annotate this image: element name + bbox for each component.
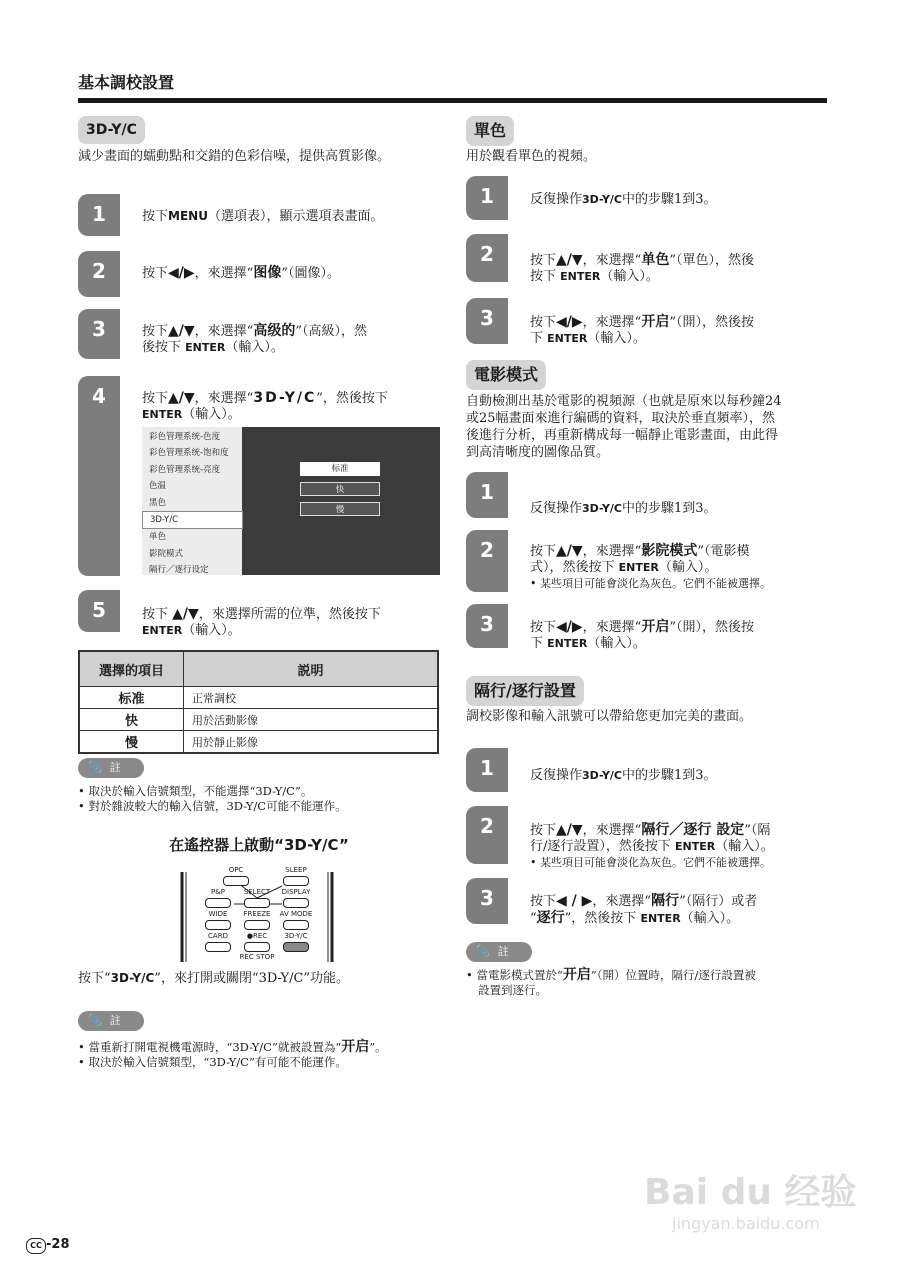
display-button[interactable] (283, 898, 309, 908)
table-cell: 慢 (79, 731, 184, 754)
ip-step-2-text: 按下▲/▼，來選擇“隔行／逐行 設定”（隔 行/逐行設置），然後按下 ENTER（輸入）。 • 某些項目可能會淡化為灰色。它們不能被選擇。 (530, 822, 774, 869)
freeze-button[interactable] (244, 920, 270, 930)
button-label: REC STOP (239, 953, 275, 961)
wide-button[interactable] (205, 920, 231, 930)
film-step-1-text: 反復操作3D-Y/C中的步驟1到3。 (530, 501, 717, 516)
section-title-3dyc: 3D-Y/C (78, 116, 145, 144)
section-intro-film: 自動檢測出基於電影的視頻源（也就是原來以每秒鐘24 或25幅畫面來進行編碼的資料，取決於垂直頻率），然 後進行分析，再重新構成每一幅靜止電影畫面，由此得 到高清晰度的圖像品質。 (466, 394, 782, 460)
table-cell: 用於靜止影像 (184, 731, 439, 754)
table-cell: 快 (79, 709, 184, 731)
table-header: 説明 (184, 651, 439, 687)
film-step-2-text: 按下▲/▼，來選擇“影院模式”（電影模 式），然後按下 ENTER（輸入）。 • 某些項目可能會淡化為灰色。它們不能被選擇。 (530, 543, 771, 590)
av-mode-button[interactable] (283, 920, 309, 930)
note-bullet: • 取決於輸入信號類型，“3D-Y/C”有可能不能運作。 (78, 1055, 347, 1069)
section-title-ip: 隔行/逐行設置 (466, 676, 584, 706)
menu-item[interactable]: 影院模式 (149, 548, 184, 559)
menu-item-selected[interactable]: 3D-Y/C (142, 511, 243, 529)
section-intro-ip: 調校影像和輸入訊號可以帶給您更加完美的畫面。 (466, 709, 753, 724)
paperclip-icon: 📎 (88, 1014, 102, 1027)
table-cell: 用於活動影像 (184, 709, 439, 731)
watermark-url: jingyan.baidu.com (672, 1214, 820, 1233)
step-3-text: 按下▲/▼，來選擇“高级的”（高級），然 後按下 ENTER（輸入）。 (142, 323, 367, 355)
table-row (79, 709, 438, 731)
menu-item[interactable]: 隔行／逐行设定 (149, 565, 209, 576)
section-title-mono: 單色 (466, 116, 514, 146)
opc-button[interactable] (223, 876, 249, 886)
menu-item[interactable]: 单色 (149, 532, 167, 543)
cc-icon: CC (26, 1238, 46, 1254)
button-label: 3D-Y/C (284, 932, 308, 940)
menu-option[interactable]: 慢 (300, 502, 380, 516)
button-label: ●REC (246, 932, 268, 940)
step-number-tab: 1 (78, 194, 120, 236)
remote-section-title: 在遙控器上啟動“3D-Y/C” (169, 836, 349, 854)
ip-step-1-text: 反復操作3D-Y/C中的步驟1到3。 (530, 768, 717, 783)
button-label: P&P (211, 888, 225, 896)
step-number-tab: 1 (466, 748, 508, 792)
step-1-text: 按下MENU（選項表），顯示選項表畫面。 (142, 209, 384, 224)
remote-caption: 按下“3D-Y/C”，來打開或關閉“3D-Y/C”功能。 (78, 971, 350, 986)
note-badge: 📎 註 (466, 942, 532, 962)
menu-option[interactable]: 快 (300, 482, 380, 496)
button-label: FREEZE (243, 910, 271, 918)
sleep-button[interactable] (283, 876, 309, 886)
rec-button[interactable] (244, 942, 270, 952)
button-label: CARD (208, 932, 228, 940)
note-bullet: • 對於雜波較大的輸入信號，3D-Y/C可能不能運作。 (78, 799, 347, 813)
step-2-text: 按下◀/▶，來選擇“图像”（圖像）。 (142, 265, 340, 281)
table-cell: 正常調校 (184, 687, 439, 709)
mono-step-3-text: 按下◀/▶，來選擇“开启”（開），然後按 下 ENTER（輸入）。 (530, 314, 754, 346)
mono-step-1-text: 反復操作3D-Y/C中的步驟1到3。 (530, 192, 717, 207)
note-badge: 📎 註 (78, 1011, 144, 1031)
menu-item[interactable]: 彩色管理系统-饱和度 (149, 448, 229, 459)
paperclip-icon: 📎 (88, 761, 102, 774)
step-number-tab: 1 (466, 472, 508, 518)
note-bullet: • 當重新打開電視機電源時，“3D-Y/C”就被設置為“开启”。 (78, 1039, 387, 1055)
step-5-text: 按下 ▲/▼，來選擇所需的位準，然後按下 ENTER（輸入）。 (142, 606, 381, 638)
menu-item[interactable]: 色温 (149, 481, 167, 492)
baidu-watermark (642, 1148, 862, 1248)
menu-list (142, 427, 242, 575)
step-number-tab: 3 (466, 298, 508, 344)
table-header: 選擇的項目 (79, 651, 184, 687)
step-number-tab: 5 (78, 590, 120, 632)
menu-item[interactable]: 黑色 (149, 497, 167, 508)
step-number-tab: 2 (466, 806, 508, 864)
page-number: -28 (46, 1237, 70, 1252)
button-label: DISPLAY (281, 888, 311, 896)
button-label: AV MODE (279, 910, 313, 918)
options-table (78, 650, 439, 754)
table-row (79, 731, 438, 754)
step-number-tab: 3 (466, 604, 508, 648)
step-number-tab: 2 (466, 234, 508, 282)
step-number-tab: 4 (78, 376, 120, 576)
section-intro-3dyc: 減少畫面的蠕動點和交錯的色彩信噪，提供高質影像。 (78, 149, 391, 164)
ip-step-3-text: 按下◀ / ▶，來選擇“隔行”（隔行）或者 “逐行”，然後按下 ENTER（輸入）。 (530, 893, 758, 926)
remote-illustration (172, 866, 342, 964)
table-row (79, 687, 438, 709)
note-bullet: • 當電影模式置於“开启”（開）位置時，隔行/逐行設置被 (466, 967, 756, 983)
note-list (78, 1040, 440, 1070)
step-4-text: 按下▲/▼，來選擇“3D-Y/C”，然後按下 ENTER（輸入）。 (142, 390, 388, 422)
3dyc-button[interactable] (283, 942, 309, 952)
section-title-film: 電影模式 (466, 360, 546, 390)
watermark-brand: Bai du 经验 (644, 1172, 857, 1213)
onscreen-menu (142, 427, 440, 575)
paperclip-icon: 📎 (476, 945, 490, 958)
table-cell: 标准 (79, 687, 184, 709)
film-step-3-text: 按下◀/▶，來選擇“开启”（開），然後按 下 ENTER（輸入）。 (530, 619, 754, 651)
select-button[interactable] (244, 898, 270, 908)
pp-button[interactable] (205, 898, 231, 908)
button-label: OPC (228, 866, 244, 874)
card-button[interactable] (205, 942, 231, 952)
button-label: SELECT (243, 888, 271, 896)
menu-option-selected[interactable]: 标准 (300, 462, 380, 476)
step-number-tab: 2 (78, 251, 120, 297)
step-number-tab: 2 (466, 530, 508, 592)
note-list (78, 784, 440, 814)
button-label: SLEEP (285, 866, 307, 874)
menu-item[interactable]: 彩色管理系统-色度 (149, 432, 221, 442)
title-rule (78, 98, 827, 103)
step-number-tab: 3 (78, 309, 120, 359)
button-label: WIDE (208, 910, 228, 918)
page-title: 基本調校設置 (78, 73, 175, 92)
note-bullet: • 取決於輸入信號類型，不能選擇“3D-Y/C”。 (78, 784, 313, 798)
step-number-tab: 3 (466, 878, 508, 924)
section-intro-mono: 用於觀看單色的視頻。 (466, 149, 597, 164)
note-bullet-continuation: 設置到逐行。 (478, 983, 547, 997)
menu-item[interactable]: 彩色管理系统-亮度 (149, 464, 221, 475)
mono-step-2-text: 按下▲/▼，來選擇“单色”（單色），然後 按下 ENTER（輸入）。 (530, 252, 754, 284)
note-list (466, 968, 828, 998)
step-number-tab: 1 (466, 176, 508, 220)
note-badge: 📎 註 (78, 758, 144, 778)
